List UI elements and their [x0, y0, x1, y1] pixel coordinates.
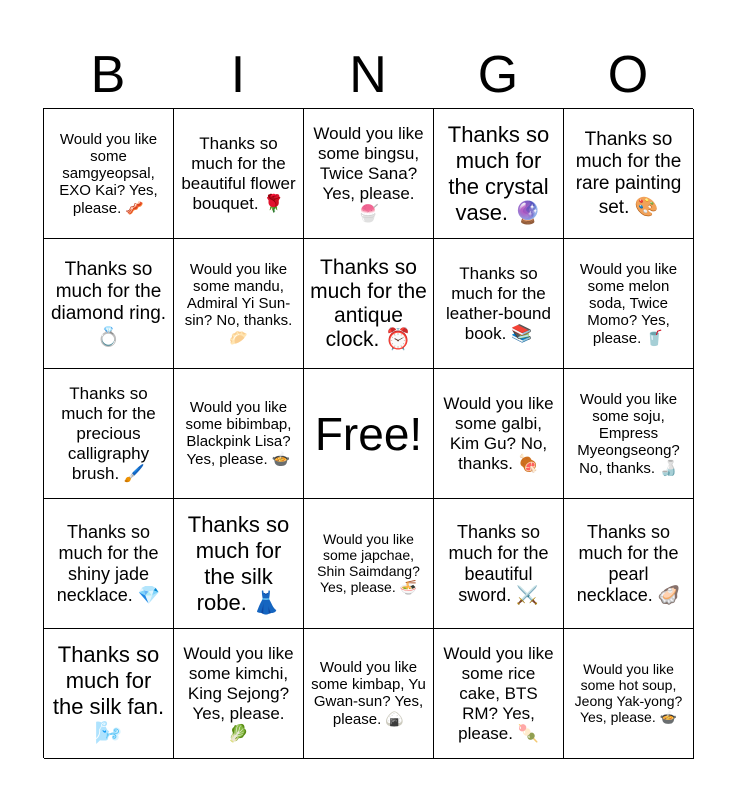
bingo-cell[interactable] [564, 369, 694, 499]
cell-text: Would you like some bingsu, Twice Sana? Yes, please. 🍧 [313, 123, 424, 223]
bingo-cell[interactable] [434, 109, 564, 239]
bingo-cell[interactable] [304, 239, 434, 369]
bingo-cell[interactable] [434, 239, 564, 369]
cell-text: Thanks so much for the crystal vase. 🔮 [447, 121, 550, 225]
bingo-cell[interactable] [44, 499, 174, 629]
bingo-cell[interactable] [174, 629, 304, 759]
cell-text: Thanks so much for the pearl necklace. 🦪 [576, 521, 681, 605]
header-letter-g: G [477, 46, 519, 104]
bingo-cell[interactable] [304, 109, 434, 239]
bingo-cell[interactable] [564, 239, 694, 369]
cell-text: Would you like some kimchi, King Sejong? Yes, please. 🥬 [183, 643, 294, 743]
cell-text: Thanks so much for the shiny jade necklace. 💎 [56, 521, 161, 605]
bingo-cell[interactable] [434, 629, 564, 759]
cell-text: Thanks so much for the diamond ring. 💍 [50, 258, 167, 348]
cell-text: Would you like some mandu, Admiral Yi Sun-sin? No, thanks. 🥟 [184, 260, 293, 347]
bingo-cell[interactable] [434, 369, 564, 499]
cell-text: Thanks so much for the leather-bound book. 📚 [446, 263, 551, 343]
cell-text: Would you like some bibimbap, Blackpink Lisa? Yes, please. 🍲 [185, 399, 292, 468]
cell-text: Would you like some kimbap, Yu Gwan-sun? Yes, please. 🍙 [311, 659, 426, 728]
cell-text: Would you like some melon soda, Twice Momo? Yes, please. 🥤 [579, 260, 678, 347]
free-space[interactable] [304, 369, 434, 499]
bingo-header [43, 44, 693, 106]
bingo-cell[interactable] [44, 629, 174, 759]
cell-text: Thanks so much for the silk fan. 🌬️ [52, 641, 165, 745]
bingo-cell[interactable] [564, 499, 694, 629]
cell-text: Thanks so much for the rare painting set. 🎨 [575, 128, 682, 218]
cell-text: Thanks so much for the beautiful sword. ⚔️ [448, 521, 549, 605]
header-letter-i: I [230, 46, 246, 104]
bingo-cell[interactable] [564, 629, 694, 759]
bingo-cell[interactable] [174, 239, 304, 369]
cell-text: Would you like some galbi, Kim Gu? No, thanks. 🍖 [443, 393, 554, 473]
bingo-cell[interactable] [174, 369, 304, 499]
cell-text: Thanks so much for the antique clock. ⏰ [310, 255, 427, 351]
bingo-cell[interactable] [564, 109, 694, 239]
bingo-grid [43, 108, 693, 758]
header-letter-n: N [349, 46, 387, 104]
header-letter-o: O [607, 46, 649, 104]
bingo-cell[interactable] [304, 499, 434, 629]
bingo-cell[interactable] [44, 369, 174, 499]
cell-text: Would you like some hot soup, Jeong Yak-yong? Yes, please. 🍲 [574, 661, 683, 725]
cell-text: Would you like some samgyeopsal, EXO Kai? Yes, please. 🥓 [59, 130, 158, 217]
bingo-cell[interactable] [174, 109, 304, 239]
bingo-cell[interactable] [44, 109, 174, 239]
cell-text: Would you like some soju, Empress Myeongseong? No, thanks. 🍶 [577, 390, 680, 477]
free-label: Free! [314, 407, 423, 460]
cell-text: Would you like some rice cake, BTS RM? Yes, please. 🍡 [443, 643, 554, 743]
header-letter-b: B [90, 46, 126, 104]
bingo-cell[interactable] [304, 629, 434, 759]
bingo-cell[interactable] [44, 239, 174, 369]
cell-text: Thanks so much for the beautiful flower bouquet. 🌹 [181, 133, 296, 213]
bingo-cell[interactable] [434, 499, 564, 629]
cell-text: Thanks so much for the precious calligraphy brush. 🖌️ [61, 383, 156, 483]
bingo-cell[interactable] [174, 499, 304, 629]
cell-text: Thanks so much for the silk robe. 👗 [187, 511, 290, 615]
cell-text: Would you like some japchae, Shin Saimdang? Yes, please. 🍜 [317, 531, 420, 595]
